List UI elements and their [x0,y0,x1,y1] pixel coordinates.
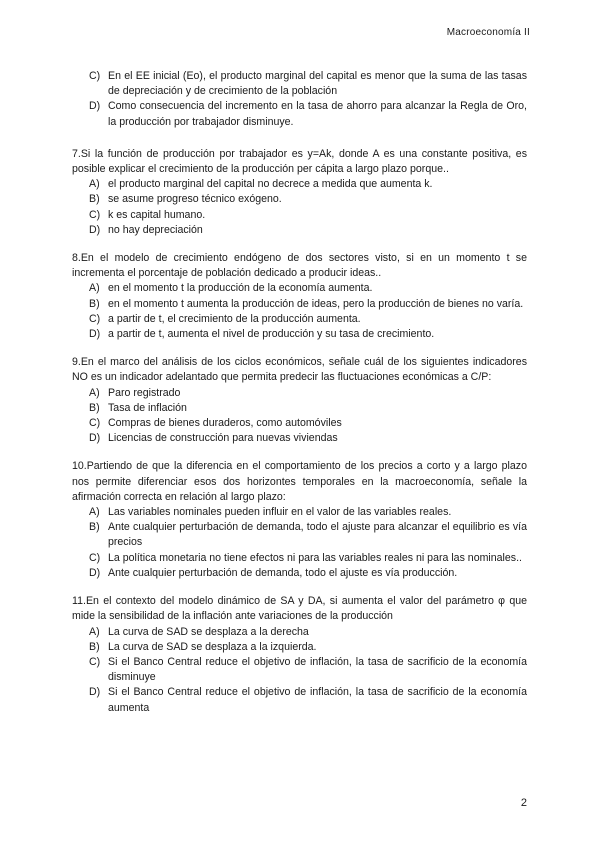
option-d [72,431,527,446]
question-9 [72,355,527,446]
option-letter: B) [89,401,100,414]
option-letter: D) [89,432,101,445]
option-text: a partir de t, aumenta el nivel de producción y su tasa de crecimiento. [108,328,435,341]
option-letter: A) [89,625,100,638]
option-text: a partir de t, el crecimiento de la producción aumenta. [108,312,361,325]
question-stem: 7.Si la función de producción por trabajador es y=Ak, donde A es una constante positiva, es posible explicar el crecimiento de la producción per cápita a largo plazo porque.. [72,147,527,176]
option-text: La curva de SAD se desplaza a la derecha [108,625,309,638]
option-text: Ante cualquier perturbación de demanda, todo el ajuste para alcanzar el equilibrio es vía precios [108,521,527,549]
option-text: en el momento t la producción de la economía aumenta. [108,282,373,295]
option-c [72,208,527,223]
option-text: La curva de SAD se desplaza a la izquierda. [108,640,317,653]
option-c [72,312,527,327]
option-text: Si el Banco Central reduce el objetivo de inflación, la tasa de sacrificio de la economía aumenta [108,686,527,714]
question-stem: 9.En el marco del análisis de los ciclos económicos, señale cuál de los siguientes indicadores NO es un indicador adelantado que permita predecir las fluctuaciones económicas a C/P: [72,356,527,384]
option-letter: B) [89,521,100,534]
option-letter: C) [89,655,101,668]
option-text: La política monetaria no tiene efectos ni para las variables reales ni para las nominales.. [108,551,522,564]
option-letter: D) [89,100,101,113]
question-stem: 8.En el modelo de crecimiento endógeno de dos sectores visto, si en un momento t se incrementa el porcentaje de población dedicado a producir ideas.. [72,252,527,280]
option-b [72,192,527,207]
option-letter: C) [89,208,101,221]
option-letter: B) [89,640,100,653]
option-a [72,281,527,296]
option-letter: A) [89,386,100,399]
question-6-continuation [72,69,527,130]
option-letter: C) [89,551,101,564]
question-8 [72,251,527,342]
option-letter: D) [89,223,101,236]
option-letter: C) [89,417,101,430]
option-d [72,566,527,581]
option-letter: D) [89,566,101,579]
option-a [72,177,527,192]
option-text: Tasa de inflación [108,401,187,414]
option-d [72,327,527,342]
option-text: Si el Banco Central reduce el objetivo de inflación, la tasa de sacrificio de la economía disminuye [108,655,527,684]
question-11 [72,594,527,716]
option-c [72,416,527,431]
option-text: se asume progreso técnico exógeno. [108,193,282,206]
option-list [72,69,527,130]
question-stem: 11.En el contexto del modelo dinámico de SA y DA, si aumenta el valor del parámetro φ que mide la sensibilidad de la inflación ante variaciones de la producción [72,595,527,623]
option-d [72,223,527,238]
option-list [72,625,527,716]
option-text: no hay depreciación [108,223,203,236]
option-d [72,99,527,129]
option-text: Compras de bienes duraderos, como automóviles [108,417,342,430]
option-text: en el momento t aumenta la producción de ideas, pero la producción de bienes no varía. [108,297,524,310]
option-b [72,401,527,416]
option-list [72,386,527,447]
option-letter: C) [89,312,101,325]
exam-content [72,69,527,729]
option-letter: D) [89,328,101,341]
option-text: Las variables nominales pueden influir en el valor de las variables reales. [108,506,452,519]
option-c [72,551,527,566]
option-list [72,281,527,342]
page-number: 2 [520,797,527,809]
option-b [72,640,527,655]
option-text: Paro registrado [108,386,181,399]
option-text: Ante cualquier perturbación de demanda, todo el ajuste es vía producción. [108,566,458,579]
option-d [72,685,527,715]
option-text: Licencias de construcción para nuevas viviendas [108,432,338,445]
option-c [72,655,527,685]
option-letter: A) [89,282,100,295]
option-text: Como consecuencia del incremento en la tasa de ahorro para alcanzar la Regla de Oro, la producción por trabajador disminuye. [108,100,527,128]
option-text: k es capital humano. [108,208,206,221]
option-letter: A) [89,178,100,191]
option-a [72,625,527,640]
option-letter: B) [89,193,100,206]
option-letter: A) [89,506,100,519]
question-stem: 10.Partiendo de que la diferencia en el comportamiento de los precios a corto y a largo plazo nos permite diferenciar esos dos horizontes temporales en la macroeconomía, señale la afirmación correcta en relación al largo plazo: [72,460,527,503]
option-a [72,505,527,520]
option-letter: D) [89,686,101,699]
option-a [72,386,527,401]
page-header: Macroeconomía II [446,27,530,38]
option-list [72,177,527,238]
option-text: En el EE inicial (Eo), el producto marginal del capital es menor que la suma de las tasas de depreciación y de crecimiento de la población [108,70,527,98]
question-10 [72,459,527,581]
option-b [72,297,527,312]
option-text: el producto marginal del capital no decrece a medida que aumenta k. [108,178,433,191]
option-list [72,505,527,581]
option-letter: C) [89,70,101,82]
option-letter: B) [89,297,100,310]
option-b [72,520,527,550]
question-7 [72,147,527,238]
option-c [72,69,527,99]
